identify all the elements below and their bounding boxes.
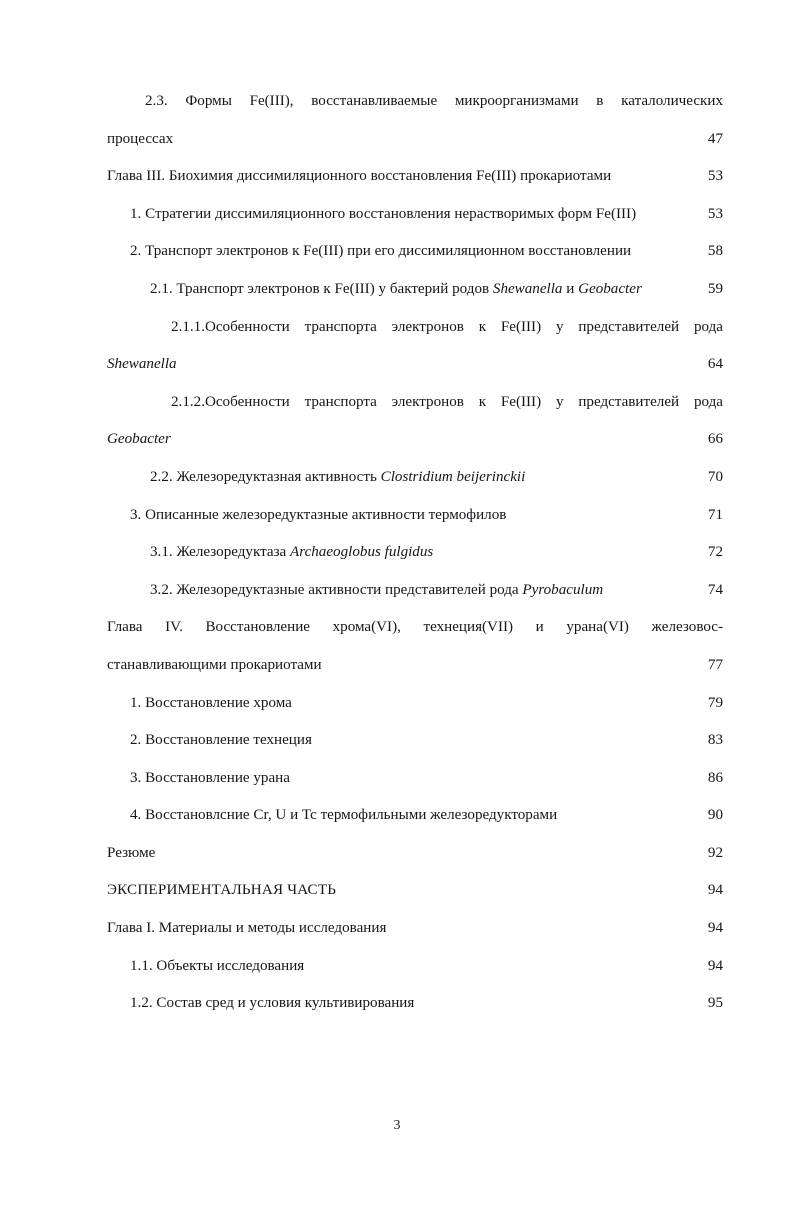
toc-entry-page-number: 94 — [707, 882, 723, 899]
toc-title-text: 2.2. Железоредуктазная активность — [150, 468, 381, 485]
toc-entry-continuation — [107, 130, 723, 168]
toc-entry-page-number: 66 — [707, 431, 723, 448]
toc-entry-title — [150, 468, 525, 486]
toc-entry-title: 1. Восстановление хрома — [130, 694, 292, 711]
toc-entry-title: 2. Транспорт электронов к Fe(III) при его диссимиляционном восстановлении — [130, 243, 632, 260]
toc-entry-page-number: 94 — [707, 957, 723, 974]
toc-entry-page-number: 72 — [707, 544, 723, 561]
toc-entry-page-number: 59 — [707, 280, 723, 297]
toc-title-text: 3.1. Железоредуктаза — [150, 544, 291, 561]
toc-entry-page-number: 70 — [707, 468, 723, 485]
toc-entry-page-number: 64 — [707, 356, 723, 373]
toc-title-species-name: Geobacter — [578, 280, 642, 297]
toc-entry-title: 2.3. Формы Fe(III), восстанавливаемые микроорганизмами в каталолических — [145, 93, 723, 109]
toc-entry-title: Глава III. Биохимия диссимиляционного восстановления Fe(III) прокариотами — [107, 168, 612, 185]
toc-entry — [107, 318, 723, 356]
toc-entry-page-number: 79 — [707, 694, 723, 711]
toc-entry-title: 3. Описанные железоредуктазные активности термофилов — [130, 506, 507, 523]
toc-entry — [107, 205, 723, 243]
toc-entry-title: 1.1. Объекты исследования — [130, 957, 305, 974]
toc-entry — [107, 543, 723, 581]
toc-entry — [107, 769, 723, 807]
toc-entry-page-number: 83 — [707, 732, 723, 749]
toc-entry-continuation — [107, 430, 723, 468]
toc-entry-page-number: 95 — [707, 995, 723, 1012]
toc-entry-title: Глава I. Материалы и методы исследования — [107, 920, 387, 937]
toc-title-species-name: Archaeoglobus fulgidus — [290, 544, 434, 561]
toc-entry — [107, 957, 723, 995]
toc-entry-page-number: 53 — [707, 168, 723, 185]
toc-entry-page-number: 53 — [707, 205, 723, 222]
toc-entry-title — [150, 543, 433, 561]
toc-entry-continuation — [107, 656, 723, 694]
toc-title-species-name: Shewanella — [492, 280, 563, 297]
toc-entry — [107, 506, 723, 544]
toc-entry — [107, 581, 723, 619]
toc-entry-title: станавливающими прокариотами — [107, 656, 322, 673]
toc-entry — [107, 167, 723, 205]
toc-title-species-name: Pyrobaculum — [522, 581, 604, 598]
toc-title-text: 3.2. Железоредуктазные активности представителей рода — [150, 581, 523, 598]
toc-entry — [107, 92, 723, 130]
toc-title-species-name: Clostridium beijerinckii — [380, 468, 526, 485]
toc-entry-title: ЭКСПЕРИМЕНТАЛЬНАЯ ЧАСТЬ — [107, 882, 337, 899]
page-number: 3 — [393, 1118, 401, 1133]
toc-title-conjunction: и — [562, 280, 579, 297]
toc-entry — [107, 919, 723, 957]
toc-entry-title: 3. Восстановление урана — [130, 769, 290, 786]
toc-entry-page-number: 94 — [707, 920, 723, 937]
toc-entry — [107, 280, 723, 318]
toc-entry — [107, 393, 723, 431]
toc-entry-title: Shewanella — [107, 356, 177, 373]
toc-entry — [107, 806, 723, 844]
toc-entry-page-number: 71 — [707, 506, 723, 523]
toc-entry — [107, 844, 723, 882]
toc-entry — [107, 694, 723, 732]
toc-entry-title: 4. Восстановлсние Cr, U и Tc термофильными железоредукторами — [130, 807, 558, 824]
toc-title-text: 2.1. Транспорт электронов к Fe(III) у бактерий родов — [150, 280, 493, 297]
toc-entry-page-number: 74 — [707, 581, 723, 598]
toc-entry-title: Резюме — [107, 844, 156, 861]
toc-entry-title: процессах — [107, 130, 174, 147]
toc-entry-page-number: 58 — [707, 243, 723, 260]
toc-entry — [107, 994, 723, 1032]
toc-entry-page-number: 92 — [707, 844, 723, 861]
toc-entry-title: Глава IV. Восстановление хрома(VI), технеция(VII) и урана(VI) железовос- — [107, 619, 723, 636]
table-of-contents — [107, 92, 723, 1032]
toc-entry — [107, 468, 723, 506]
toc-entry-page-number: 47 — [707, 130, 723, 147]
toc-entry-page-number: 90 — [707, 807, 723, 824]
toc-entry-page-number: 77 — [707, 656, 723, 673]
toc-entry-page-number: 86 — [707, 769, 723, 786]
toc-entry — [107, 242, 723, 280]
toc-entry — [107, 618, 723, 656]
toc-entry-title: 2. Восстановление технеция — [130, 732, 312, 749]
toc-entry — [107, 881, 723, 919]
toc-entry-title: 2.1.2.Особенности транспорта электронов к Fe(III) у представителей рода — [171, 393, 723, 410]
toc-entry-title: 1.2. Состав сред и условия культивирования — [130, 995, 415, 1012]
toc-entry-title: 1. Стратегии диссимиляционного восстановления нерастворимых форм Fe(III) — [130, 205, 637, 222]
toc-entry-continuation — [107, 355, 723, 393]
toc-entry-title: 2.1.1.Особенности транспорта электронов к Fe(III) у представителей рода — [171, 318, 723, 335]
toc-entry — [107, 731, 723, 769]
toc-entry-title — [150, 581, 603, 599]
toc-entry-title: Geobacter — [107, 431, 171, 448]
toc-entry-title — [150, 280, 642, 298]
